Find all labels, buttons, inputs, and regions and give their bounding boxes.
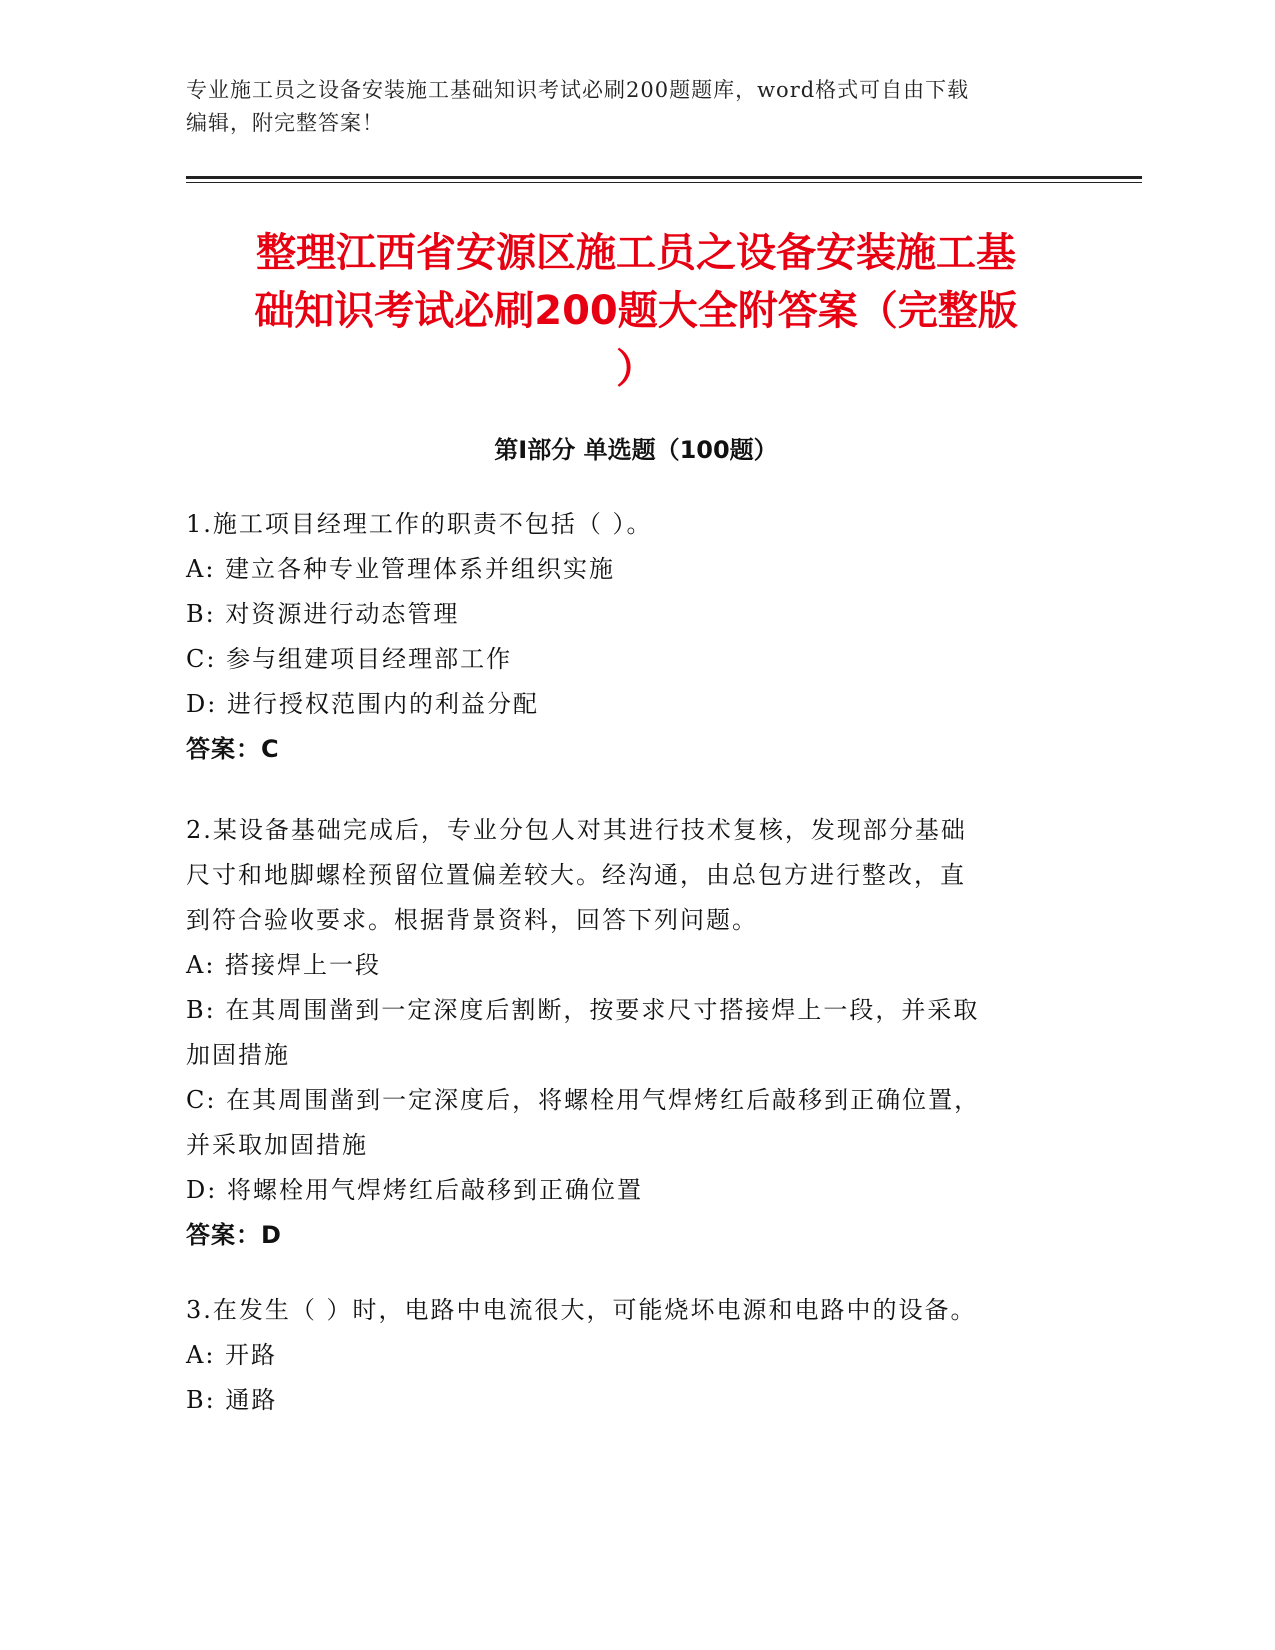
option-b: B: 对资源进行动态管理 <box>186 600 460 628</box>
title-line: ） <box>616 346 656 392</box>
option-a: A: 建立各种专业管理体系并组织实施 <box>186 555 616 583</box>
question-stem: 2.某设备基础完成后，专业分包人对其进行技术复核，发现部分基础 <box>186 816 967 844</box>
option-c: C: 参与组建项目经理部工作 <box>186 645 513 673</box>
question-stem: 3.在发生（ ）时，电路中电流很大，可能烧坏电源和电路中的设备。 <box>186 1296 977 1324</box>
header-divider-thick <box>186 176 1142 179</box>
option-b: B: 在其周围凿到一定深度后割断，按要求尺寸搭接焊上一段，并采取 <box>186 996 980 1024</box>
section-title: 第I部分 单选题（100题） <box>494 436 778 464</box>
title-line: 整理江西省安源区施工员之设备安装施工基 <box>256 230 1016 276</box>
question-stem: 到符合验收要求。根据背景资料，回答下列问题。 <box>186 906 758 934</box>
question-1 <box>186 502 1086 772</box>
header-note-line: 专业施工员之设备安装施工基础知识考试必刷200题题库，word格式可自由下载 <box>186 78 970 102</box>
question-2 <box>186 808 1086 1258</box>
option-b-continued: 加固措施 <box>186 1041 290 1069</box>
question-3 <box>186 1288 1086 1423</box>
document-title <box>186 224 1086 398</box>
question-stem: 尺寸和地脚螺栓预留位置偏差较大。经沟通，由总包方进行整改，直 <box>186 861 966 889</box>
title-line: 础知识考试必刷200题大全附答案（完整版 <box>254 288 1018 334</box>
option-c-continued: 并采取加固措施 <box>186 1131 368 1159</box>
header-note-line: 编辑，附完整答案！ <box>186 111 384 135</box>
question-stem: 1.施工项目经理工作的职责不包括（ ）。 <box>186 510 653 538</box>
option-b: B: 通路 <box>186 1386 278 1414</box>
option-d: D: 将螺栓用气焊烤红后敲移到正确位置 <box>186 1176 643 1204</box>
option-d: D: 进行授权范围内的利益分配 <box>186 690 539 718</box>
header-note <box>186 74 1066 140</box>
option-c: C: 在其周围凿到一定深度后，将螺栓用气焊烤红后敲移到正确位置， <box>186 1086 981 1114</box>
option-a: A: 开路 <box>186 1341 278 1369</box>
header-divider-thin <box>186 182 1142 183</box>
answer-label: 答案：D <box>186 1221 282 1249</box>
option-a: A: 搭接焊上一段 <box>186 951 382 979</box>
answer-label: 答案：C <box>186 735 280 763</box>
